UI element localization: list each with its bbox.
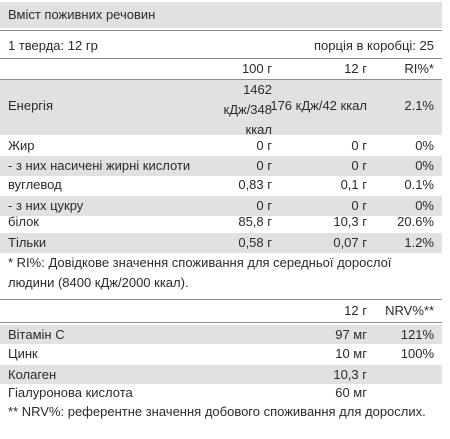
vitamin-value-12g: 10 мг	[335, 346, 367, 361]
nutrient-value-100g: 1462 кДж/348 ккал	[223, 82, 272, 137]
vitamin-value-12g: 60 мг	[335, 385, 367, 400]
nutrient-name: Тільки	[8, 235, 47, 250]
table-row	[0, 214, 442, 234]
nutrient-value-12g: 0,1 г	[340, 177, 367, 192]
vitamin-nrv: 121%	[400, 327, 434, 342]
serving-size: 1 тверда: 12 гр	[8, 38, 98, 53]
table-row	[0, 177, 442, 197]
nutrient-ri: 0.1%	[404, 177, 434, 192]
vitamin-value-12g: 10,3 г	[333, 367, 367, 382]
header-12g: 12 г	[344, 61, 367, 76]
divider	[0, 30, 442, 31]
nutrient-ri: 0%	[415, 158, 434, 173]
ri-footnote: * RI%: Довідкове значення споживання для середньої дорослої людини (8400 кДж/2000 ккал).	[8, 255, 392, 290]
nutrient-name: білок	[8, 214, 39, 229]
nutrient-name: - з них насичені жирні кислоти	[8, 158, 191, 173]
table-row	[0, 346, 442, 365]
nutrient-ri: 20.6%	[397, 214, 434, 229]
header-nrv: NRV%**	[385, 303, 434, 318]
divider	[0, 58, 442, 59]
nutrient-value-12g: 176 кДж/42 ккал	[270, 98, 367, 113]
nutrient-value-12g: 0 г	[351, 138, 367, 153]
vitamin-name: Гіалуронова кислота	[8, 385, 133, 400]
table-row	[0, 325, 442, 344]
nutrient-ri: 1.2%	[404, 235, 434, 250]
table-row	[0, 365, 442, 384]
nutrient-value-100g: 0 г	[256, 138, 272, 153]
serving-row	[0, 38, 442, 58]
nutrient-value-12g: 0 г	[351, 158, 367, 173]
column-header-row	[0, 303, 442, 323]
nutrient-name: Жир	[8, 138, 35, 153]
column-header-row	[0, 61, 442, 81]
servings-per-box: порція в коробці: 25	[314, 38, 434, 53]
divider	[0, 322, 442, 323]
vitamin-name: Цинк	[8, 346, 38, 361]
header-12g: 12 г	[344, 303, 367, 318]
vitamin-name: Вітамін С	[8, 327, 65, 342]
header-100g: 100 г	[241, 61, 272, 76]
table-row	[0, 233, 442, 253]
table-row	[0, 196, 442, 216]
nutrient-value-100g: 0,83 г	[238, 177, 272, 192]
table-title: Вміст поживних речовин	[0, 2, 442, 28]
nutrient-ri: 0%	[415, 198, 434, 213]
nutrient-value-100g: 0 г	[256, 158, 272, 173]
divider	[0, 299, 442, 300]
nutrient-ri: 2.1%	[404, 98, 434, 113]
nutrient-value-100g: 0 г	[256, 198, 272, 213]
nutrient-ri: 0%	[415, 138, 434, 153]
nutrient-value-12g: 10,3 г	[333, 214, 367, 229]
table-row	[0, 138, 442, 158]
nrv-footnote: ** NRV%: референтне значення добового споживання для дорослих.	[8, 404, 426, 419]
table-row	[0, 156, 442, 176]
header-ri: RI%*	[404, 61, 434, 76]
table-row	[0, 80, 442, 135]
nutrient-name: Енергія	[8, 98, 53, 113]
nutrient-value-12g: 0,07 г	[333, 235, 367, 250]
vitamin-value-12g: 97 мг	[335, 327, 367, 342]
nutrient-name: - з них цукру	[8, 198, 84, 213]
nutrient-value-100g: 85,8 г	[238, 214, 272, 229]
nutrient-value-12g: 0 г	[351, 198, 367, 213]
nutrient-value-100g: 0,58 г	[238, 235, 272, 250]
nutrient-name: вуглевод	[8, 177, 62, 192]
vitamin-name: Колаген	[8, 367, 57, 382]
vitamin-nrv: 100%	[400, 346, 434, 361]
